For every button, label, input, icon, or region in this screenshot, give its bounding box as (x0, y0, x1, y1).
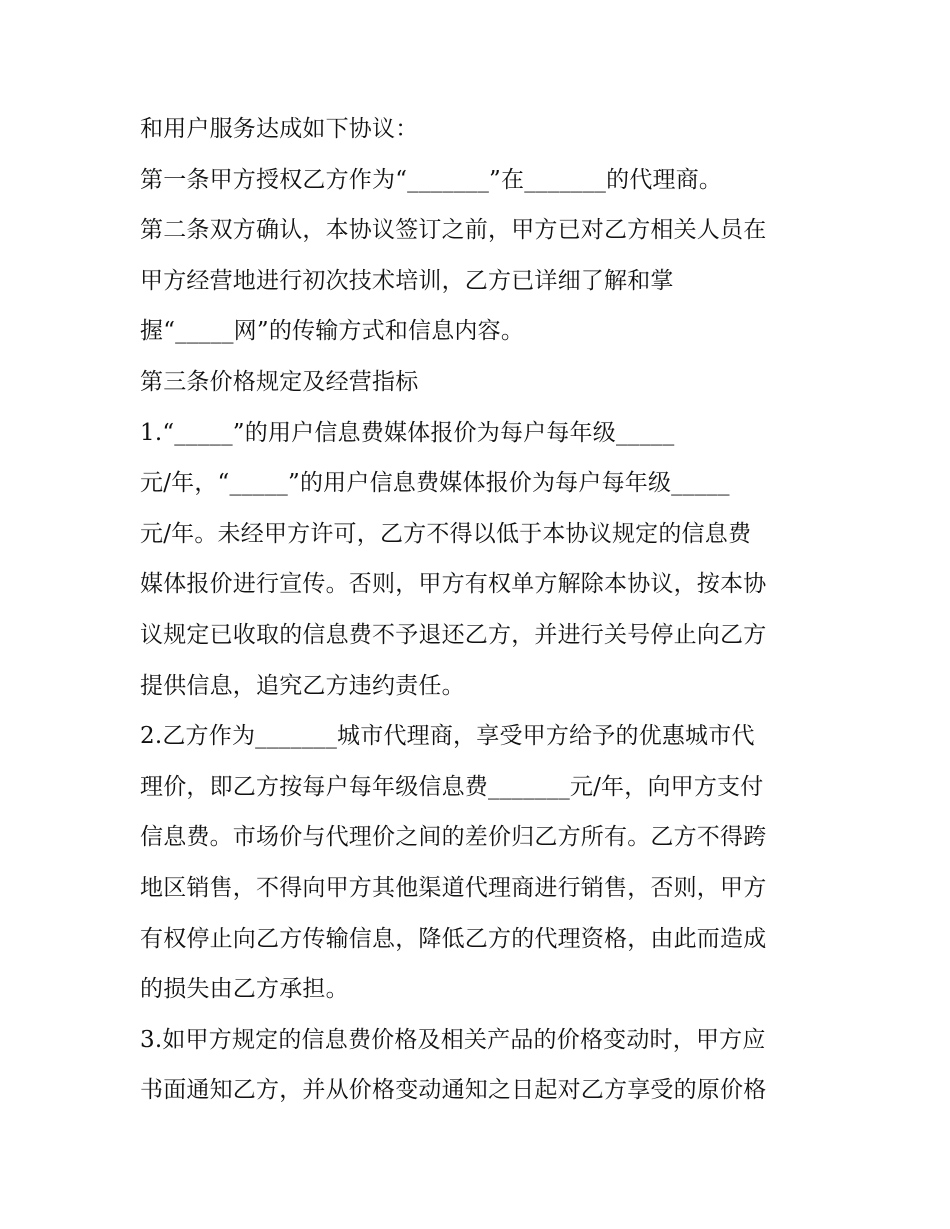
text-line: 地区销售，不得向甲方其他渠道代理商进行销售，否则，甲方 (140, 874, 767, 901)
text-line: 握“_____网”的传输方式和信息内容。 (140, 318, 525, 345)
text-line: 书面通知乙方，并从价格变动通知之日起对乙方享受的原价格 (140, 1077, 767, 1104)
text-line: 有权停止向乙方传输信息，降低乙方的代理资格，由此而造成 (140, 925, 767, 952)
text-line: 信息费。市场价与代理价之间的差价归乙方所有。乙方不得跨 (140, 824, 767, 851)
text-line: 第三条价格规定及经营指标 (140, 368, 419, 395)
text-line: 3.如甲方规定的信息费价格及相关产品的价格变动时，甲方应 (140, 1026, 766, 1053)
text-line: 提供信息，追究乙方违约责任。 (140, 672, 465, 699)
text-line: 2.乙方作为_______城市代理商，享受甲方给予的优惠城市代 (140, 723, 755, 750)
text-line: 元/年。未经甲方许可，乙方不得以低于本协议规定的信息费 (140, 520, 752, 547)
text-line: 的损失由乙方承担。 (140, 976, 349, 1003)
text-line: 1.“_____”的用户信息费媒体报价为每户每年级_____ (140, 419, 675, 446)
text-line: 第二条双方确认，本协议签订之前，甲方已对乙方相关人员在 (140, 217, 767, 244)
agreement-text (140, 104, 820, 1116)
text-line: 理价，即乙方按每户每年级信息费_______元/年，向甲方支付 (140, 773, 764, 800)
text-line: 媒体报价进行宣传。否则，甲方有权单方解除本协议，按本协 (140, 571, 767, 598)
text-line: 甲方经营地进行初次技术培训，乙方已详细了解和掌 (140, 267, 674, 294)
text-line: 议规定已收取的信息费不予退还乙方，并进行关号停止向乙方 (140, 621, 767, 648)
text-line: 和用户服务达成如下协议： (140, 116, 419, 142)
text-line: 第一条甲方授权乙方作为“_______”在_______的代理商。 (140, 166, 723, 193)
text-line: 元/年，“_____”的用户信息费媒体报价为每户每年级_____ (140, 470, 730, 497)
